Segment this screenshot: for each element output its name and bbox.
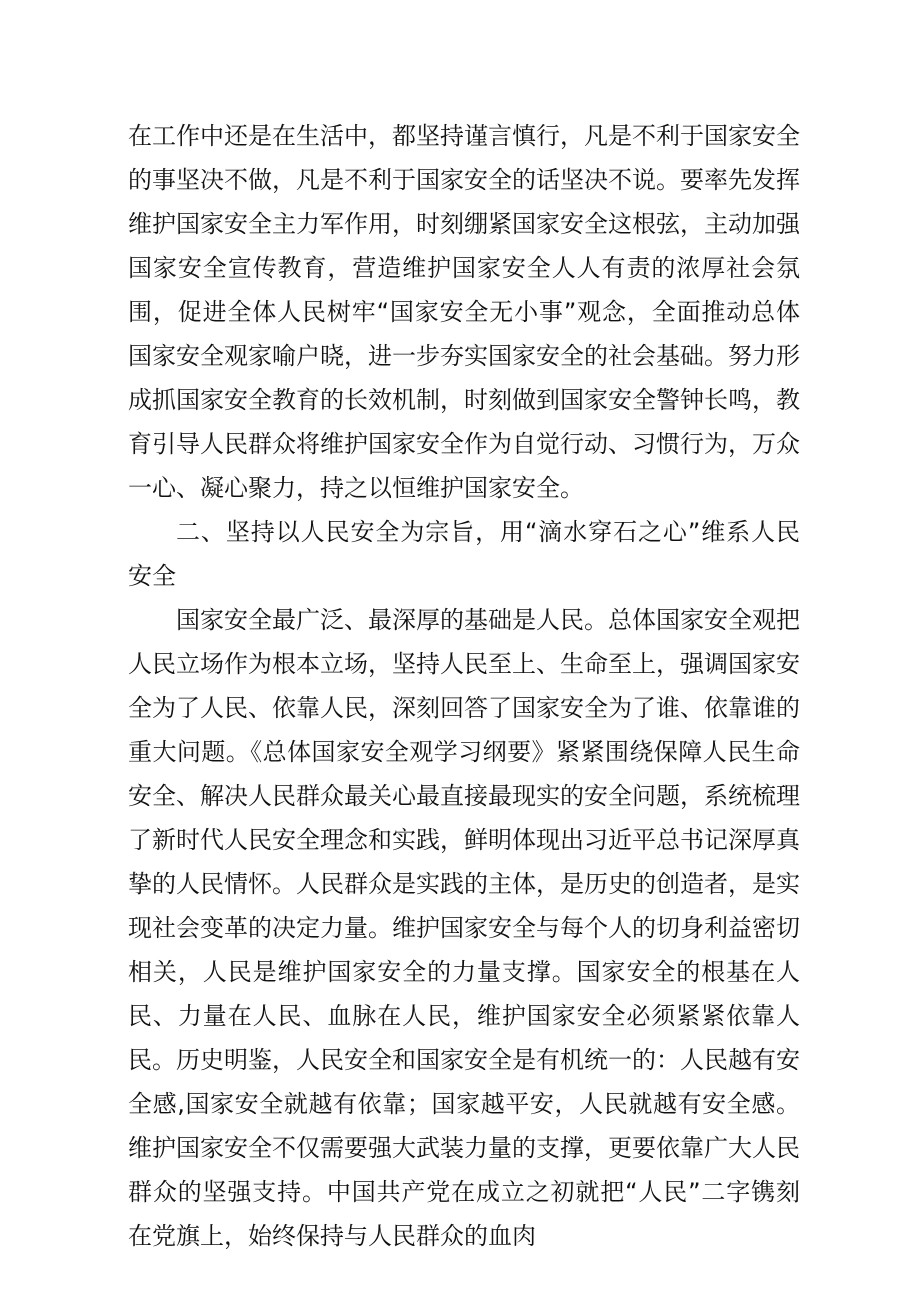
paragraph-continuation: 在工作中还是在生活中，都坚持谨言慎行，凡是不利于国家安全的事坚决不做，凡是不利于国家安全的话坚决不说。要率先发挥维护国家安全主力军作用，时刻绷紧国家安全这根弦，主动加强国家安全宣传教育，营造维护国家安全人人有责的浓厚社会氛围，促进全体人民树牢“国家安全无小事”观念，全面推动总体国家安全观家喻户晓，进一步夯实国家安全的社会基础。努力形成抓国家安全教育的长效机制，时刻做到国家安全警钟长鸣，教育引导人民群众将维护国家安全作为自觉行动、习惯行为，万众一心、凝心聚力，持之以恒维护国家安全。 [128, 122, 800, 502]
paragraph-body: 国家安全最广泛、最深厚的基础是人民。总体国家安全观把人民立场作为根本立场，坚持人民至上、生命至上，强调国家安全为了人民、依靠人民，深刻回答了国家安全为了谁、依靠谁的重大问题。《总体国家安全观学习纲要》紧紧围绕保障人民生命安全、解决人民群众最关心最直接最现实的安全问题，系统梳理了新时代人民安全理念和实践，鲜明体现出习近平总书记深厚真挚的人民情怀。人民群众是实践的主体，是历史的创造者，是实现社会变革的决定力量。维护国家安全与每个人的切身利益密切相关，人民是维护国家安全的力量支撑。国家安全的根基在人民、力量在人民、血脉在人民，维护国家安全必须紧紧依靠人民。历史明鉴，人民安全和国家安全是有机统一的：人民越有安全感,国家安全就越有依靠；国家越平安，人民就越有安全感。维护国家安全不仅需要强大武装力量的支撑，更要依靠广大人民群众的坚强支持。中国共产党在成立之初就把“人民”二字镌刻在党旗上，始终保持与人民群众的血肉 [128, 606, 800, 1250]
document-body [128, 114, 800, 1258]
section-heading: 二、坚持以人民安全为宗旨，用“滴水穿石之心”维系人民安全 [128, 518, 800, 590]
